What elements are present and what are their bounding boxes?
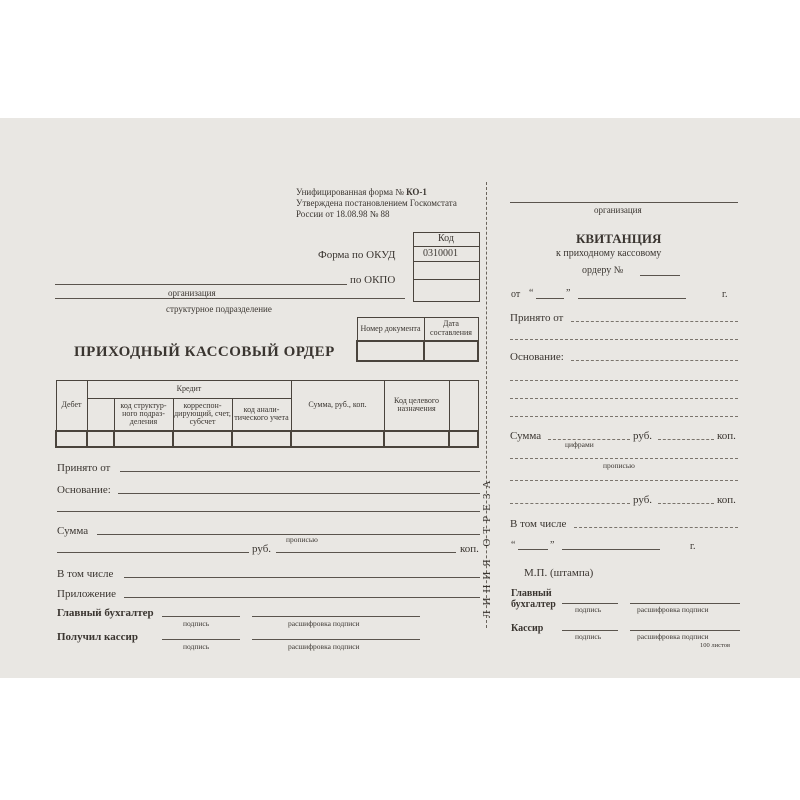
code-head: Код [438,233,454,244]
receipt-basis-label: Основание: [510,351,564,363]
receipt-words-line-2[interactable] [510,480,738,481]
analytics-head: код анали-тического учета [232,399,291,431]
cashier-decoding-caption: расшифровка подписи [288,642,360,651]
receipt-chief-label-2: бухгалтер [511,599,556,610]
subdivision-code-cell[interactable] [114,431,173,447]
receipt-cashier-decoding-caption: расшифровка подписи [637,632,709,641]
receipt-chief-label-1: Главный [511,588,552,599]
sum-line-2[interactable] [57,552,249,553]
receipt-chief-signature-caption: подпись [575,605,602,614]
cut-line-label: ЛИНИЯ ОТРЕЗА [481,475,493,618]
chief-decoding-line[interactable] [252,616,420,617]
attachment-label: Приложение [57,588,117,600]
receipt-basis-line-3[interactable] [510,398,738,399]
subdivision-line[interactable] [55,298,405,299]
receipt-received-label: Принято от [510,312,564,324]
sum-kop-label: коп. [460,543,479,555]
approval-date-line: России от 18.08.98 № 88 [296,209,390,219]
doc-date-cell[interactable] [424,341,478,361]
receipt-in-words-caption: прописью [603,461,635,470]
receipt-words-line-1[interactable] [510,458,738,459]
chief-signature-caption: подпись [183,619,210,628]
receipt-cashier-signature-caption: подпись [575,632,602,641]
cashier-signature-caption: подпись [183,642,210,651]
receipt-received-line-1[interactable] [571,321,738,322]
credit-blank-cell[interactable] [87,431,114,447]
receipt-date-month-line[interactable] [562,549,660,550]
receipt-subtitle-2: ордеру № [582,265,624,276]
purpose-head: Код целевого назначения [384,381,449,431]
sum-head: Сумма, руб., коп. [291,381,384,431]
doc-number-head: Номер документа [357,318,424,341]
basis-line-1[interactable] [118,493,480,494]
doc-number-table [356,317,479,362]
cashier-signature-line[interactable] [162,639,240,640]
receipt-date-quote-close: ” [550,540,555,551]
credit-head: Кредит [87,381,291,399]
receipt-basis-line-4[interactable] [510,416,738,417]
receipt-words-kop-label: коп. [717,494,736,506]
receipt-words-kop-line[interactable] [658,503,714,504]
blank-head [449,381,478,431]
attachment-line[interactable] [124,597,480,598]
receipt-basis-line-1[interactable] [571,360,738,361]
debit-head: Дебет [56,381,87,431]
receipt-sum-kop-label: коп. [717,430,736,442]
okpo-label: по ОКПО [350,274,396,286]
receipt-including-line[interactable] [574,527,738,528]
okud-label: Форма по ОКУД [318,249,396,261]
receipt-organization-caption: организация [594,205,642,215]
chief-decoding-caption: расшифровка подписи [288,619,360,628]
receipt-sum-kop-line[interactable] [658,439,714,440]
receipt-title: КВИТАНЦИЯ [576,231,662,246]
basis-label: Основание: [57,484,111,496]
receipt-chief-decoding-caption: расшифровка подписи [637,605,709,614]
receipt-in-digits-caption: цифрами [565,440,594,449]
including-label: В том числе [57,568,114,580]
form-type-code: КО-1 [406,187,427,197]
receipt-stamp-label: М.П. (штампа) [524,567,594,579]
chief-signature-line[interactable] [162,616,240,617]
approval-line: Утверждена постановлением Госкомстата [296,198,457,208]
receipt-year-label: г. [722,289,728,300]
including-line[interactable] [124,577,480,578]
receipt-date-quote-open: “ [511,540,516,551]
receipt-month-line[interactable] [578,298,686,299]
organization-line[interactable] [55,284,347,285]
receipt-subtitle-1: к приходному кассовому [556,248,662,259]
subdivision-code-head: код структур-ного подраз-деления [114,399,173,431]
receipt-cashier-signature-line[interactable] [562,630,618,631]
received-from-label: Принято от [57,462,111,474]
receipt-organization-line[interactable] [510,202,738,203]
credit-blank-head [87,399,114,431]
receipt-sum-label: Сумма [510,430,542,442]
account-cell[interactable] [173,431,232,447]
sum-kop-line[interactable] [276,552,456,553]
receipt-sum-rub-label: руб. [633,430,653,442]
purpose-cell[interactable] [384,431,449,447]
receipt-date-year-label: г. [690,541,696,552]
order-title: ПРИХОДНЫЙ КАССОВЫЙ ОРДЕР [74,344,335,360]
receipt-day-line[interactable] [536,298,564,299]
sum-cell[interactable] [291,431,384,447]
receipt-quote-open: “ [529,288,534,299]
account-head: корреспон-дирующий, счет, субсчет [173,399,232,431]
blank-cell[interactable] [449,431,478,447]
receipt-quote-close: ” [566,288,571,299]
cashier-label: Получил кассир [57,631,138,643]
sum-in-words-caption: прописью [286,535,318,544]
sheets-count: 100 листов [700,642,731,649]
analytics-cell[interactable] [232,431,291,447]
receipt-chief-signature-line[interactable] [562,603,618,604]
received-from-line[interactable] [120,471,480,472]
subdivision-caption: структурное подразделение [166,304,272,314]
doc-date-head: Дата составления [424,318,478,341]
sum-label: Сумма [57,525,89,537]
debit-cell[interactable] [56,431,87,447]
organization-caption: организация [168,288,216,298]
basis-line-2[interactable] [57,511,480,512]
receipt-words-line-3[interactable] [510,503,630,504]
form-type-line [296,188,427,197]
receipt-number-line[interactable] [640,275,680,276]
form-type-prefix: Унифицированная форма № [296,187,404,197]
receipt-date-day-line[interactable] [518,549,548,550]
sum-rub-label: руб. [252,543,272,555]
form-sheet [0,118,800,678]
cashier-decoding-line[interactable] [252,639,420,640]
okud-value: 0310001 [423,248,458,259]
receipt-cashier-decoding-line[interactable] [630,630,740,631]
chief-accountant-label: Главный бухгалтер [57,607,154,619]
receipt-chief-decoding-line[interactable] [630,603,740,604]
receipt-basis-line-2[interactable] [510,380,738,381]
accounts-table [55,380,479,448]
doc-number-cell[interactable] [357,341,424,361]
receipt-words-rub-label: руб. [633,494,653,506]
receipt-including-label: В том числе [510,518,567,530]
receipt-received-line-2[interactable] [510,339,738,340]
receipt-from-label: от [511,289,521,300]
receipt-cashier-label: Кассир [511,623,544,634]
